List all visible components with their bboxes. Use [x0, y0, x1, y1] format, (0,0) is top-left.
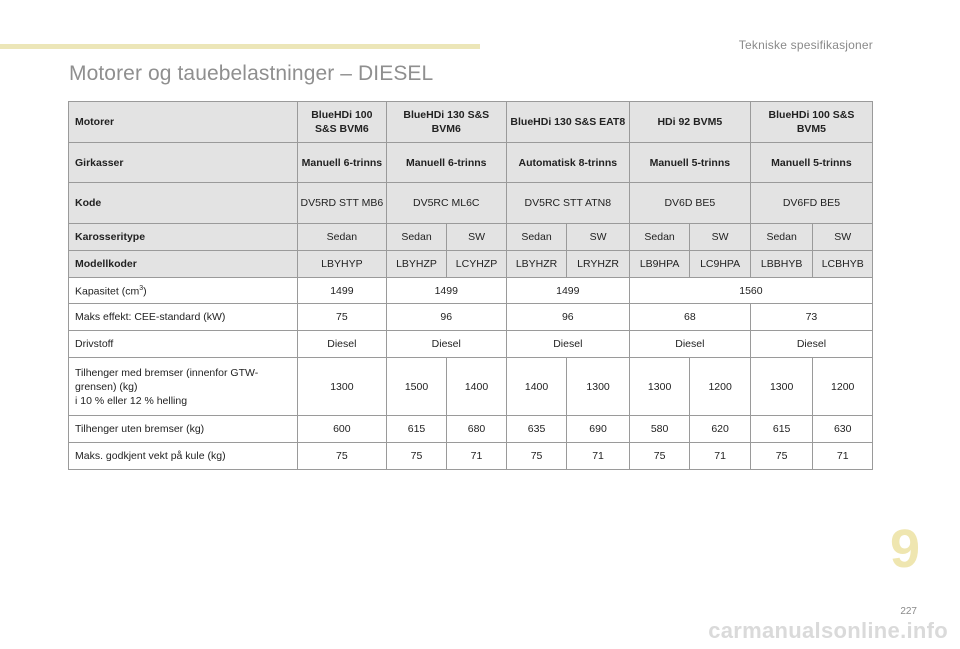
watermark: carmanualsonline.info — [708, 618, 948, 643]
cell: 1560 — [629, 278, 872, 304]
cell: Manuell 5-trinns — [750, 143, 872, 183]
cell: 75 — [297, 304, 386, 331]
cell: 1300 — [297, 358, 386, 416]
cell: 1300 — [567, 358, 630, 416]
row-girkasser — [69, 143, 873, 183]
row-label: Kode — [69, 183, 298, 224]
header-accent-bar — [0, 44, 480, 49]
cell: LBYHZR — [506, 251, 567, 278]
cell: Sedan — [386, 224, 447, 251]
row-label: Drivstoff — [69, 331, 298, 358]
cell: DV6FD BE5 — [750, 183, 872, 224]
cell: 1499 — [386, 278, 506, 304]
row-kapasitet — [69, 278, 873, 304]
cell: SW — [447, 224, 507, 251]
row-label: Karosseritype — [69, 224, 298, 251]
cell: 620 — [690, 416, 751, 443]
row-label — [69, 278, 298, 304]
cell: Diesel — [750, 331, 872, 358]
cell: BlueHDi 130 S&S BVM6 — [386, 102, 506, 143]
section-header: Tekniske spesifikasjoner — [738, 38, 873, 52]
label-superscript: 3 — [139, 285, 144, 293]
cell: 1400 — [447, 358, 507, 416]
cell: Diesel — [297, 331, 386, 358]
diesel-spec-table — [68, 101, 873, 470]
cell: LB9HPA — [629, 251, 690, 278]
row-tilhenger-uten-bremser — [69, 416, 873, 443]
cell: Diesel — [629, 331, 750, 358]
label-text-end: ) — [143, 285, 147, 298]
cell: LBBHYB — [750, 251, 813, 278]
cell: 71 — [567, 443, 630, 470]
cell: DV5RC ML6C — [386, 183, 506, 224]
cell: 1300 — [629, 358, 690, 416]
cell: 68 — [629, 304, 750, 331]
cell: 71 — [447, 443, 507, 470]
cell: BlueHDi 100 S&S BVM5 — [750, 102, 872, 143]
label-text: Kapasitet (cm — [75, 285, 140, 298]
cell: SW — [690, 224, 751, 251]
row-modellkoder — [69, 251, 873, 278]
row-label: Modellkoder — [69, 251, 298, 278]
cell: 615 — [386, 416, 447, 443]
cell: LC9HPA — [690, 251, 751, 278]
cell: Automatisk 8-trinns — [506, 143, 629, 183]
cell: 73 — [750, 304, 872, 331]
cell: LBYHZP — [386, 251, 447, 278]
cell: Manuell 5-trinns — [629, 143, 750, 183]
cell: SW — [567, 224, 630, 251]
cell: LCBHYB — [813, 251, 873, 278]
cell: BlueHDi 100 S&S BVM6 — [297, 102, 386, 143]
cell: 635 — [506, 416, 567, 443]
cell: 690 — [567, 416, 630, 443]
cell: HDi 92 BVM5 — [629, 102, 750, 143]
row-motorer — [69, 102, 873, 143]
cell: 75 — [750, 443, 813, 470]
cell: Manuell 6-trinns — [297, 143, 386, 183]
cell: 75 — [386, 443, 447, 470]
cell: DV6D BE5 — [629, 183, 750, 224]
row-label: Girkasser — [69, 143, 298, 183]
cell: 630 — [813, 416, 873, 443]
cell: Sedan — [750, 224, 813, 251]
row-drivstoff — [69, 331, 873, 358]
cell: 1500 — [386, 358, 447, 416]
row-kode — [69, 183, 873, 224]
cell: Sedan — [297, 224, 386, 251]
cell: Sedan — [629, 224, 690, 251]
cell: 615 — [750, 416, 813, 443]
cell: 1400 — [506, 358, 567, 416]
cell: DV5RC STT ATN8 — [506, 183, 629, 224]
row-label: Tilhenger uten bremser (kg) — [69, 416, 298, 443]
row-label — [69, 358, 298, 416]
label-line: i 10 % eller 12 % helling — [75, 394, 188, 407]
page-number: 227 — [900, 606, 917, 617]
row-label: Motorer — [69, 102, 298, 143]
cell: 71 — [690, 443, 751, 470]
cell: 1200 — [690, 358, 751, 416]
cell: LBYHYP — [297, 251, 386, 278]
cell: 75 — [297, 443, 386, 470]
cell: 75 — [506, 443, 567, 470]
cell: 580 — [629, 416, 690, 443]
row-label: Maks effekt: CEE-standard (kW) — [69, 304, 298, 331]
label-line: grensen) (kg) — [75, 380, 138, 393]
page-title: Motorer og tauebelastninger – DIESEL — [69, 62, 434, 85]
cell: BlueHDi 130 S&S EAT8 — [506, 102, 629, 143]
cell: Sedan — [506, 224, 567, 251]
cell: LCYHZP — [447, 251, 507, 278]
cell: 1300 — [750, 358, 813, 416]
cell: 1499 — [506, 278, 629, 304]
chapter-number: 9 — [890, 519, 921, 579]
row-kulevekt — [69, 443, 873, 470]
row-karosseritype — [69, 224, 873, 251]
cell: 1200 — [813, 358, 873, 416]
cell: 71 — [813, 443, 873, 470]
row-tilhenger-med-bremser — [69, 358, 873, 416]
cell: DV5RD STT MB6 — [297, 183, 386, 224]
label-line: Tilhenger med bremser (innenfor GTW- — [75, 366, 259, 379]
cell: Manuell 6-trinns — [386, 143, 506, 183]
row-label: Maks. godkjent vekt på kule (kg) — [69, 443, 298, 470]
cell: Diesel — [386, 331, 506, 358]
cell: 1499 — [297, 278, 386, 304]
row-effekt — [69, 304, 873, 331]
cell: 680 — [447, 416, 507, 443]
cell: LRYHZR — [567, 251, 630, 278]
cell: SW — [813, 224, 873, 251]
cell: Diesel — [506, 331, 629, 358]
cell: 96 — [386, 304, 506, 331]
cell: 600 — [297, 416, 386, 443]
cell: 96 — [506, 304, 629, 331]
cell: 75 — [629, 443, 690, 470]
